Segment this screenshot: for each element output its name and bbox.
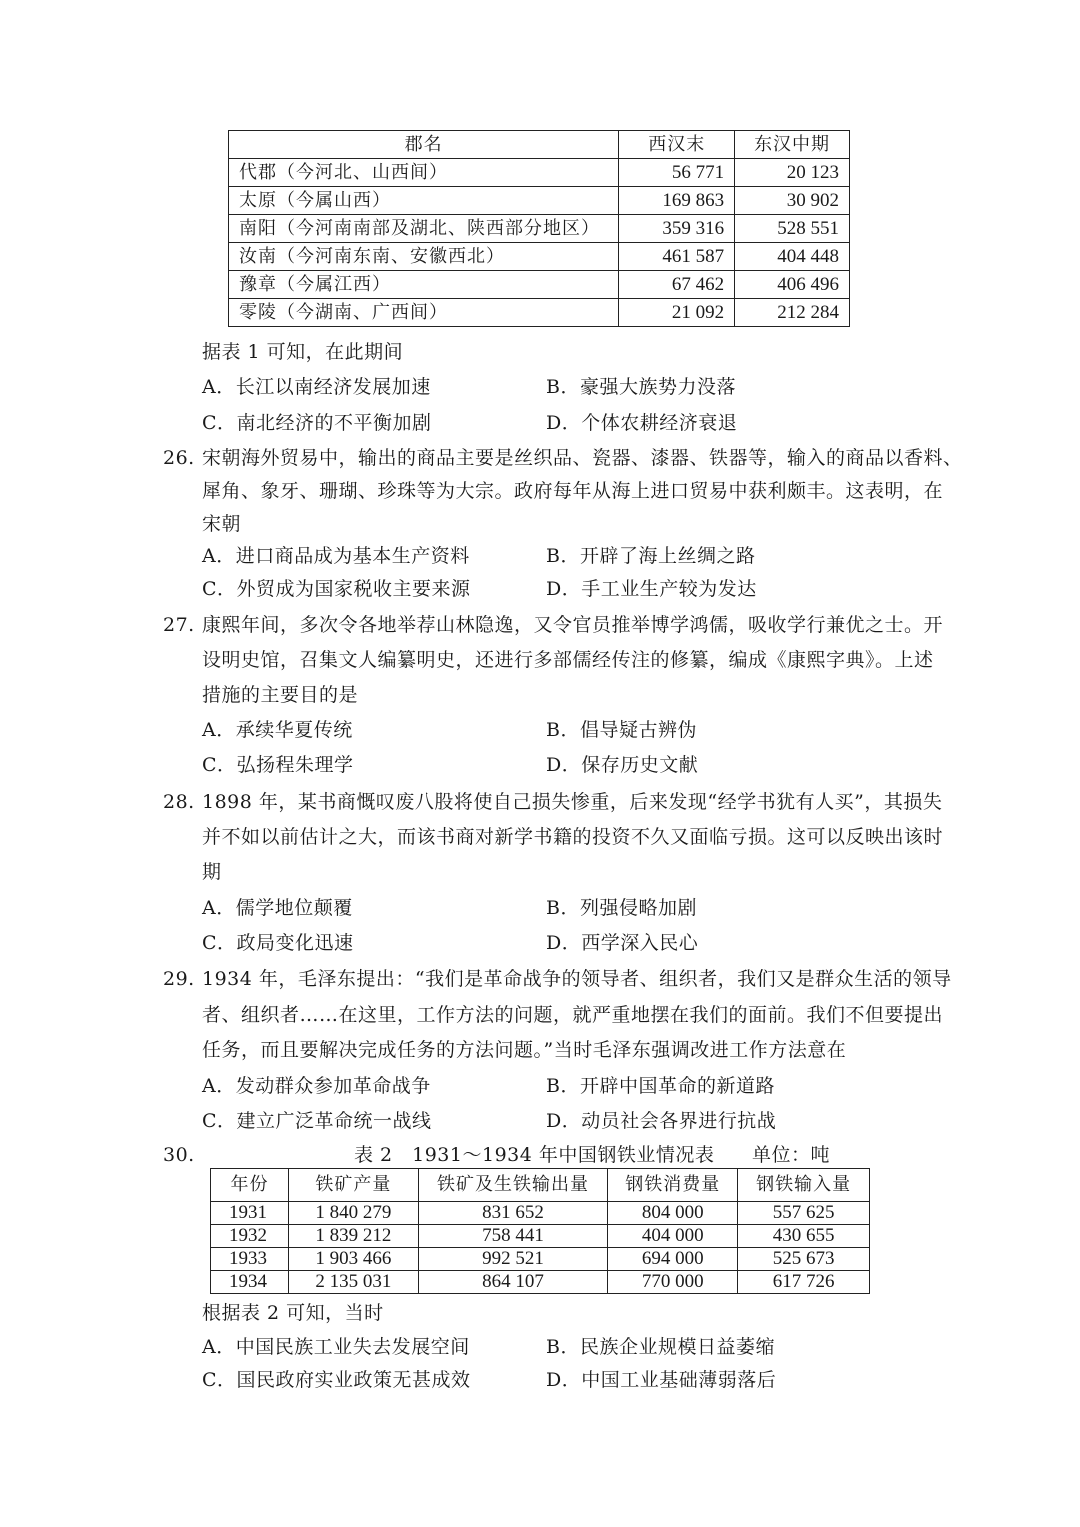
table-1 (228, 130, 850, 327)
table-2-header-cell: 铁矿产量 (288, 1169, 418, 1202)
q27-stem-line: 设明史馆，召集文人编纂明史，还进行多部儒经传注的修纂，编成《康熙字典》。上述 (202, 649, 934, 671)
q26-option-d[interactable]: D．手工业生产较为发达 (546, 578, 757, 600)
table-row (229, 299, 850, 327)
table-2 (210, 1168, 870, 1294)
q28-stem-line: 1898 年，某书商慨叹废八股将使自己损失惨重，后来发现“经学书犹有人买”，其损失 (202, 791, 943, 813)
table-cell: 406 496 (735, 271, 850, 299)
q27-stem-line: 措施的主要目的是 (202, 684, 359, 706)
q25-stem: 据表 1 可知，在此期间 (202, 341, 404, 363)
table-cell: 56 771 (619, 159, 735, 187)
q25-option-a[interactable]: A．长江以南经济发展加速 (202, 376, 431, 398)
q28-option-a[interactable]: A．儒学地位颠覆 (202, 897, 353, 919)
q29-stem-line: 任务，而且要解决完成任务的方法问题。”当时毛泽东强调改进工作方法意在 (202, 1039, 847, 1061)
table-2-header-row (211, 1169, 870, 1202)
table-1-header-cell: 郡名 (229, 131, 619, 159)
table-cell: 557 625 (738, 1202, 870, 1225)
table-cell: 461 587 (619, 243, 735, 271)
q28-stem-line: 并不如以前估计之大，而该书商对新学书籍的投资不久又面临亏损。这可以反映出该时 (202, 826, 944, 848)
q29-option-a[interactable]: A．发动群众参加革命战争 (202, 1075, 431, 1097)
table-row (211, 1202, 870, 1225)
table-cell: 992 521 (418, 1248, 608, 1271)
table-cell: 豫章（今属江西） (229, 271, 619, 299)
q27-option-b[interactable]: B．倡导疑古辨伪 (546, 719, 697, 741)
q25-option-c[interactable]: C．南北经济的不平衡加剧 (202, 412, 432, 434)
table-1-header-cell: 东汉中期 (735, 131, 850, 159)
table-2-header-cell: 年份 (211, 1169, 289, 1202)
table-2-header-cell: 钢铁消费量 (608, 1169, 738, 1202)
q28-stem-line: 期 (202, 861, 222, 883)
table-row (229, 271, 850, 299)
table-cell: 1 840 279 (288, 1202, 418, 1225)
table-cell: 528 551 (735, 215, 850, 243)
q27-stem-line: 康熙年间，多次令各地举荐山林隐逸，又令官员推举博学鸿儒，吸收学行兼优之士。开 (202, 614, 944, 636)
table-cell: 1932 (211, 1225, 289, 1248)
q26-stem-line: 宋朝海外贸易中，输出的商品主要是丝织品、瓷器、漆器、铁器等，输入的商品以香料、 (202, 447, 963, 469)
table-2-header-cell: 钢铁输入量 (738, 1169, 870, 1202)
table-2-unit: 单位：吨 (752, 1144, 831, 1166)
q27-option-a[interactable]: A．承续华夏传统 (202, 719, 353, 741)
table-cell: 1933 (211, 1248, 289, 1271)
table-cell: 430 655 (738, 1225, 870, 1248)
q30-option-d[interactable]: D．中国工业基础薄弱落后 (546, 1369, 777, 1391)
q29-option-d[interactable]: D．动员社会各界进行抗战 (546, 1110, 777, 1132)
table-cell: 67 462 (619, 271, 735, 299)
table-cell: 2 135 031 (288, 1271, 418, 1294)
table-cell: 404 448 (735, 243, 850, 271)
q26-number: 26. (163, 447, 195, 469)
q28-option-b[interactable]: B．列强侵略加剧 (546, 897, 697, 919)
q29-option-b[interactable]: B．开辟中国革命的新道路 (546, 1075, 775, 1097)
table-row (229, 159, 850, 187)
q30-number: 30. (163, 1144, 195, 1166)
q30-stem: 根据表 2 可知，当时 (202, 1302, 384, 1324)
table-cell: 212 284 (735, 299, 850, 327)
table-cell: 1931 (211, 1202, 289, 1225)
q26-option-a[interactable]: A．进口商品成为基本生产资料 (202, 545, 470, 567)
table-cell: 太原（今属山西） (229, 187, 619, 215)
q29-number: 29. (163, 968, 195, 990)
q30-option-a[interactable]: A．中国民族工业失去发展空间 (202, 1336, 470, 1358)
table-cell: 864 107 (418, 1271, 608, 1294)
q29-stem-line: 1934 年，毛泽东提出：“我们是革命战争的领导者、组织者，我们又是群众生活的领导 (202, 968, 952, 990)
q25-option-d[interactable]: D．个体农耕经济衰退 (546, 412, 738, 434)
q29-stem-line: 者、组织者……在这里，工作方法的问题，就严重地摆在我们的面前。我们不但要提出 (202, 1004, 944, 1026)
table-cell: 零陵（今湖南、广西间） (229, 299, 619, 327)
table-1-header-row (229, 131, 850, 159)
table-2-caption: 表 2 1931～1934 年中国钢铁业情况表 (354, 1144, 715, 1166)
table-cell: 南阳（今河南南部及湖北、陕西部分地区） (229, 215, 619, 243)
table-cell: 831 652 (418, 1202, 608, 1225)
q26-stem-line: 犀角、象牙、珊瑚、珍珠等为大宗。政府每年从海上进口贸易中获利颇丰。这表明，在 (202, 480, 944, 502)
table-row (229, 187, 850, 215)
table-cell: 694 000 (608, 1248, 738, 1271)
table-cell: 804 000 (608, 1202, 738, 1225)
table-cell: 404 000 (608, 1225, 738, 1248)
table-cell: 20 123 (735, 159, 850, 187)
q30-option-b[interactable]: B．民族企业规模日益萎缩 (546, 1336, 775, 1358)
table-row (211, 1248, 870, 1271)
table-row (211, 1225, 870, 1248)
table-row (211, 1271, 870, 1294)
table-cell: 汝南（今河南东南、安徽西北） (229, 243, 619, 271)
table-cell: 770 000 (608, 1271, 738, 1294)
table-cell: 359 316 (619, 215, 735, 243)
table-cell: 1 903 466 (288, 1248, 418, 1271)
table-cell: 代郡（今河北、山西间） (229, 159, 619, 187)
q30-option-c[interactable]: C．国民政府实业政策无甚成效 (202, 1369, 471, 1391)
table-cell: 169 863 (619, 187, 735, 215)
table-cell: 30 902 (735, 187, 850, 215)
table-cell: 1 839 212 (288, 1225, 418, 1248)
q27-option-d[interactable]: D．保存历史文献 (546, 754, 699, 776)
table-cell: 525 673 (738, 1248, 870, 1271)
q28-option-d[interactable]: D．西学深入民心 (546, 932, 699, 954)
table-row (229, 215, 850, 243)
q26-stem-line: 宋朝 (202, 513, 242, 535)
table-cell: 21 092 (619, 299, 735, 327)
q29-option-c[interactable]: C．建立广泛革命统一战线 (202, 1110, 432, 1132)
q28-option-c[interactable]: C．政局变化迅速 (202, 932, 354, 954)
table-cell: 617 726 (738, 1271, 870, 1294)
q27-number: 27. (163, 614, 195, 636)
table-2-header-cell: 铁矿及生铁输出量 (418, 1169, 608, 1202)
table-cell: 1934 (211, 1271, 289, 1294)
q26-option-b[interactable]: B．开辟了海上丝绸之路 (546, 545, 756, 567)
table-row (229, 243, 850, 271)
table-1-header-cell: 西汉末 (619, 131, 735, 159)
table-cell: 758 441 (418, 1225, 608, 1248)
q26-option-c[interactable]: C．外贸成为国家税收主要来源 (202, 578, 471, 600)
q25-option-b[interactable]: B．豪强大族势力没落 (546, 376, 736, 398)
q27-option-c[interactable]: C．弘扬程朱理学 (202, 754, 354, 776)
q28-number: 28. (163, 791, 195, 813)
